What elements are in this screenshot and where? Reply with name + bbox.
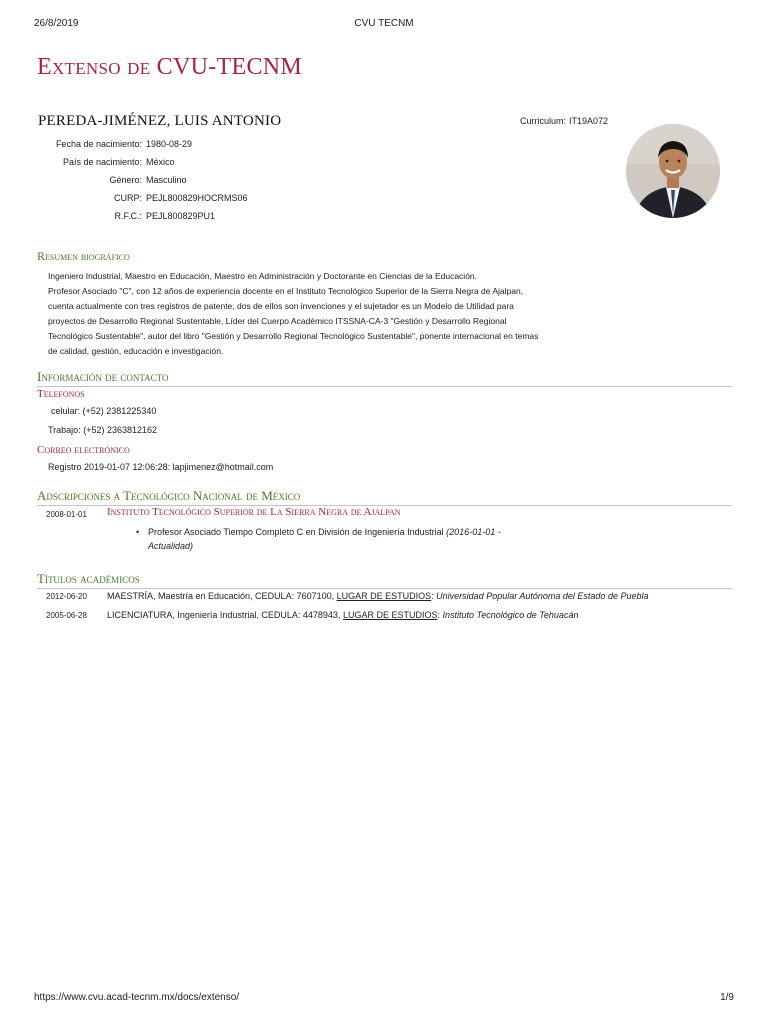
curriculum-label: Curriculum: bbox=[520, 116, 567, 126]
degree-place: Instituto Tecnológico de Tehuacán bbox=[442, 610, 579, 620]
bio-text bbox=[48, 269, 608, 359]
bullet-icon: • bbox=[136, 527, 140, 537]
profile-photo-icon bbox=[626, 124, 720, 218]
person-name: PEREDA-JIMÉNEZ, LUIS ANTONIO bbox=[38, 113, 282, 129]
phone-work bbox=[48, 425, 157, 435]
degree-text: LICENCIATURA, Ingeniería Industrial, CEDULA: 4478943, bbox=[107, 610, 341, 620]
degree-text: MAESTRÍA, Maestría en Educación, CEDULA: 7607100, bbox=[107, 591, 335, 601]
footer-page-number: 1/9 bbox=[720, 992, 734, 1003]
field-label: Fecha de nacimiento: bbox=[55, 139, 142, 149]
field-value: Masculino bbox=[146, 175, 187, 185]
degree-date: 2012-06-20 bbox=[46, 592, 87, 601]
curp-row bbox=[40, 193, 248, 211]
degrees-section-title: Títulos académicos bbox=[37, 571, 732, 589]
position-text: Profesor Asociado Tiempo Completo C en División de Ingeniería Industrial bbox=[148, 527, 444, 537]
bio-line: proyectos de Desarrollo Regional Sustentable, Líder del Cuerpo Académico ITSSNA-CA-3 "Gestión y Desarrollo Regional bbox=[48, 316, 507, 326]
email-line bbox=[48, 462, 273, 472]
adscription-institution: Instituto Tecnológico Superior de La Sierra Negra de Ajalpan bbox=[107, 506, 401, 518]
email-value: lapjimenez@hotmail.com bbox=[172, 462, 274, 472]
phone-value: (+52) 2363812162 bbox=[83, 425, 158, 435]
phones-title: Telefonos bbox=[37, 388, 85, 400]
field-label: País de nacimiento: bbox=[62, 157, 142, 167]
field-label: CURP: bbox=[113, 193, 142, 203]
phone-value: (+52) 2381225340 bbox=[82, 406, 157, 416]
place-label: LUGAR DE ESTUDIOS bbox=[336, 591, 432, 601]
position-period-start: (2016-01-01 - bbox=[446, 527, 501, 537]
bio-line: Profesor Asociado "C", con 12 años de experiencia docente en el Instituto Tecnológico Superior de la Sierra Negra de Ajalpan, bbox=[48, 286, 524, 296]
phone-label: Trabajo: bbox=[48, 425, 81, 435]
print-date: 26/8/2019 bbox=[34, 18, 79, 29]
adscription-date: 2008-01-01 bbox=[46, 510, 87, 519]
document-title: Extenso de CVU-TECNM bbox=[37, 54, 303, 80]
print-header bbox=[34, 18, 734, 32]
position-period-end: Actualidad) bbox=[148, 541, 194, 551]
email-title: Correo electrónico bbox=[37, 444, 130, 456]
avatar bbox=[626, 124, 720, 218]
bio-line: Tecnológico Sustentable", autor del libro "Gestión y Desarrollo Regional Tecnológico Sustentable", ponente internacional en temas bbox=[48, 331, 539, 341]
degree-place: Universidad Popular Autónoma del Estado de Puebla bbox=[436, 591, 649, 601]
phone-mobile bbox=[51, 406, 156, 416]
birth-country-row bbox=[40, 157, 248, 175]
phone-label: celular: bbox=[51, 406, 81, 416]
field-value: PEJL800829PU1 bbox=[146, 211, 216, 221]
bio-line: cuenta actualmente con tres registros de patente, dos de ellos son invenciones y el sujetador es un Modelo de Utilidad para bbox=[48, 301, 514, 311]
curriculum-id bbox=[520, 116, 608, 126]
place-label: LUGAR DE ESTUDIOS bbox=[342, 610, 438, 620]
footer-url[interactable]: https://www.cvu.acad-tecnm.mx/docs/extenso/ bbox=[34, 992, 240, 1003]
degree-entry: MAESTRÍA, Maestría en Educación, CEDULA: 7607100, LUGAR DE ESTUDIOS: Universidad Popular Autónoma del Estado de Puebla bbox=[107, 591, 649, 601]
personal-details bbox=[40, 139, 248, 229]
birthdate-row bbox=[40, 139, 248, 157]
field-label: R.F.C.: bbox=[114, 211, 142, 221]
adscription-position bbox=[136, 525, 548, 553]
rfc-row bbox=[40, 211, 248, 229]
email-label: Registro 2019-01-07 12:06:28: bbox=[48, 462, 171, 472]
contact-section-title: Información de contacto bbox=[37, 369, 732, 387]
bio-line: de calidad, gestión, educación e investigación. bbox=[48, 346, 224, 356]
adscriptions-section-title: Adscripciones a Tecnológico Nacional de México bbox=[37, 488, 732, 506]
print-footer bbox=[34, 992, 734, 1006]
field-value: PEJL800829HOCRMS06 bbox=[146, 193, 248, 203]
degree-date: 2005-06-28 bbox=[46, 611, 87, 620]
bio-line: Ingeniero Industrial, Maestro en Educación, Maestro en Administración y Doctorante en Ciencias de la Educación. bbox=[48, 271, 478, 281]
gender-row bbox=[40, 175, 248, 193]
print-title: CVU TECNM bbox=[354, 18, 414, 29]
degree-entry: LICENCIATURA, Ingeniería Industrial, CEDULA: 4478943, LUGAR DE ESTUDIOS: Instituto Tecnológico de Tehuacán bbox=[107, 610, 579, 620]
field-label: Género: bbox=[109, 175, 142, 185]
field-value: 1980-08-29 bbox=[146, 139, 193, 149]
curriculum-value: IT19A072 bbox=[569, 116, 609, 126]
field-value: México bbox=[146, 157, 175, 167]
bio-section-title: Resumen biográfico bbox=[37, 249, 130, 263]
